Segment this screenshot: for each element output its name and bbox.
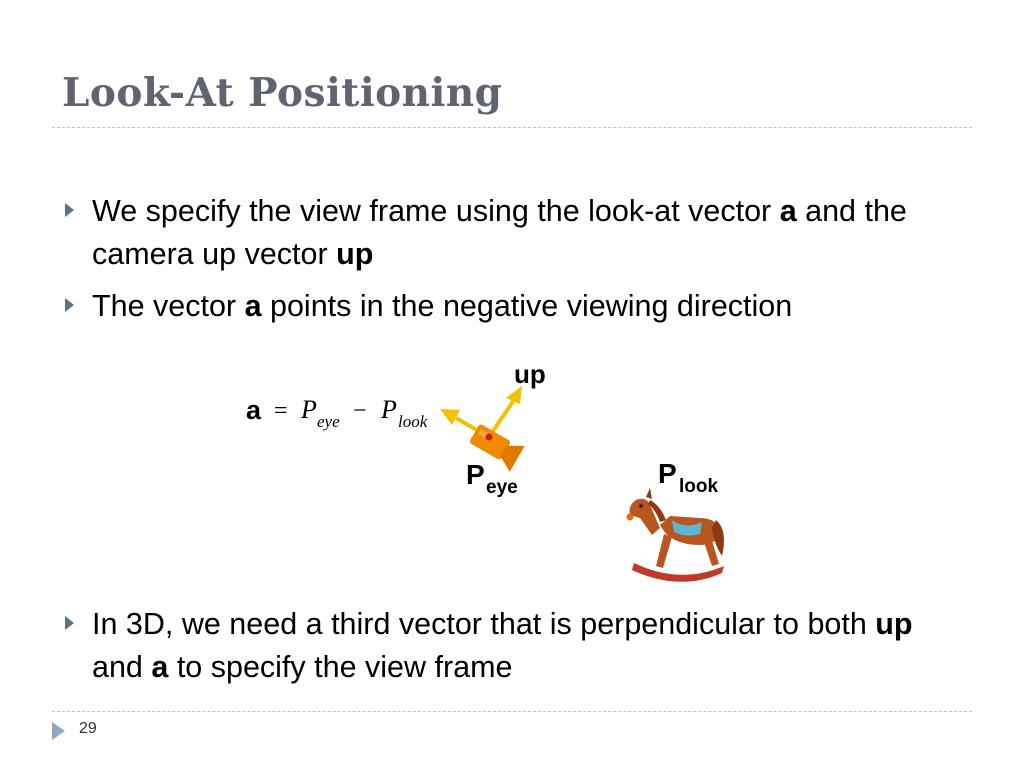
- bullet-text-part: to specify the view frame: [168, 650, 513, 684]
- bullet-bold-term: up: [336, 237, 374, 271]
- p-look-label: P: [658, 458, 677, 489]
- bullet-text-part: and the camera up vector: [92, 194, 907, 271]
- p-eye-subscript: eye: [486, 477, 518, 498]
- eye-point: [486, 434, 493, 441]
- footer-divider: [52, 711, 972, 712]
- page-number: 29: [79, 720, 97, 737]
- equation-minus: −: [353, 398, 367, 424]
- equation-equals: =: [274, 398, 288, 424]
- bullet-text-part: In 3D, we need a third vector that is perpendicular to both: [92, 607, 876, 641]
- rocking-horse-icon: [627, 488, 725, 582]
- bullet-text-part: We specify the view frame using the look-at vector: [92, 194, 780, 228]
- p-eye-label: P: [466, 459, 485, 490]
- bullet-bold-term: up: [875, 607, 913, 641]
- equation-p-eye-subscript: eye: [317, 412, 340, 431]
- bullet-text-part: The vector: [92, 289, 245, 323]
- look-at-equation: [246, 395, 428, 431]
- bullet-bold-term: a: [244, 289, 262, 323]
- footer-arrow-icon: [52, 722, 65, 740]
- equation-vector-a: a: [246, 395, 262, 425]
- equation-p-look-subscript: look: [398, 412, 428, 431]
- bullet-bold-term: a: [151, 650, 169, 684]
- up-label: up: [514, 359, 546, 389]
- equation-p-look: P: [381, 395, 397, 424]
- bullet-text-part: and: [92, 650, 152, 684]
- p-look-subscript: look: [679, 476, 719, 497]
- slide-title: Look-At Positioning: [62, 70, 503, 116]
- bullet-bold-term: a: [779, 194, 797, 228]
- bullet-text-part: points in the negative viewing direction: [261, 289, 793, 323]
- equation-p-eye: P: [301, 395, 317, 424]
- up-vector-arrow: [489, 386, 522, 437]
